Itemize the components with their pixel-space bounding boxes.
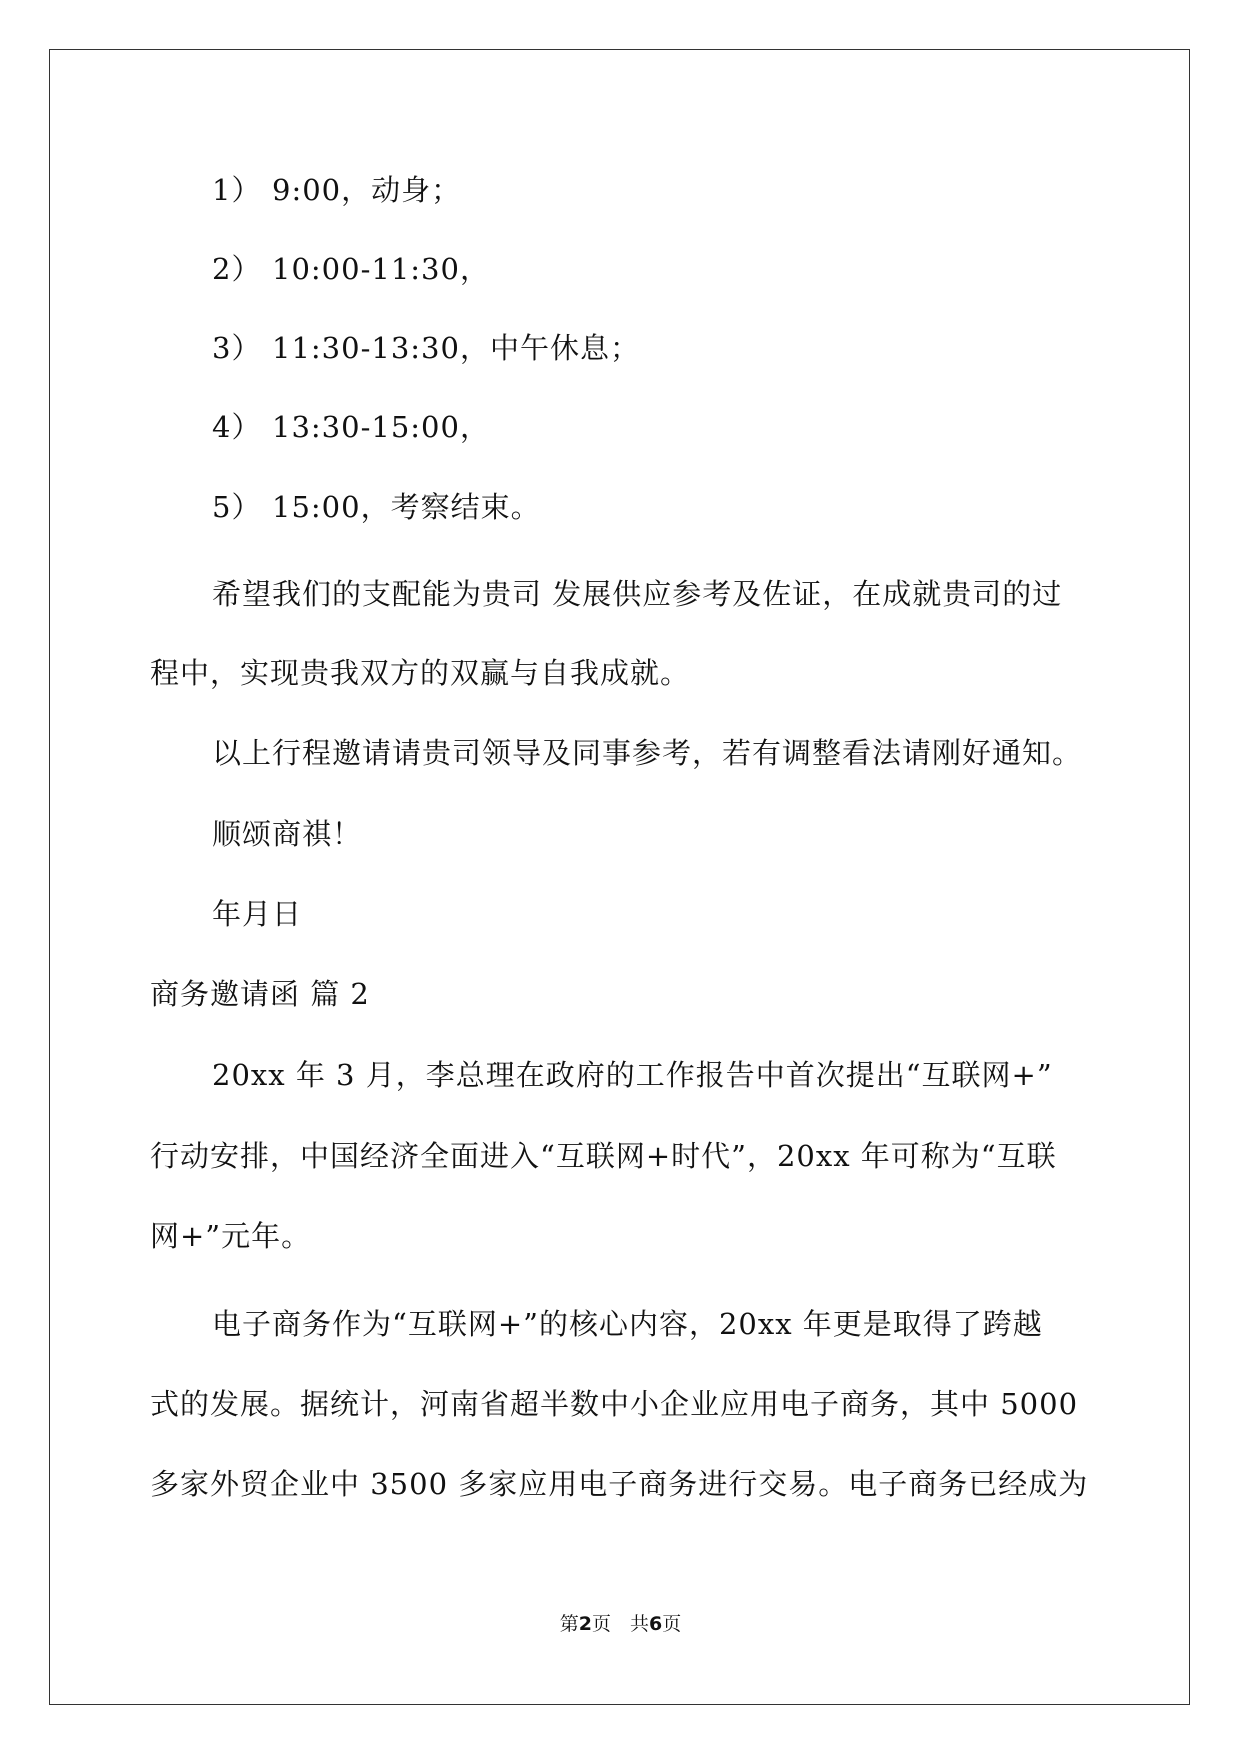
schedule-text: 11:30-13:30，中午休息； [272,331,640,365]
body-paragraph-1-line-3: 网+”元年。 [150,1219,312,1253]
body-paragraph-1-line-2: 行动安排，中国经济全面进入“互联网+时代”，20xx 年可称为“互联 [150,1139,1057,1173]
schedule-item-5 [212,489,541,525]
total-page-count: 6 [649,1613,663,1635]
hope-paragraph-line-1: 希望我们的支配能为贵司 发展供应参考及佐证，在成就贵司的过 [212,577,1063,611]
invite-paragraph: 以上行程邀请请贵司领导及同事参考，若有调整看法请刚好通知。 [212,736,1083,770]
body-paragraph-2-line-3: 多家外贸企业中 3500 多家应用电子商务进行交易。电子商务已经成为 [150,1467,1089,1501]
schedule-text: 13:30-15:00， [272,410,490,444]
body-paragraph-2-line-2: 式的发展。据统计，河南省超半数中小企业应用电子商务，其中 5000 [150,1387,1079,1421]
footer-prefix: 第 [559,1613,579,1635]
schedule-number: 1） [212,173,262,207]
closing-greeting: 顺颂商祺！ [212,817,363,851]
section-title: 商务邀请函 篇 2 [150,977,370,1011]
body-paragraph-2-line-1: 电子商务作为“互联网+”的核心内容，20xx 年更是取得了跨越 [212,1307,1043,1341]
schedule-number: 4） [212,410,262,444]
hope-paragraph-line-2: 程中，实现贵我双方的双赢与自我成就。 [150,656,691,690]
current-page-number: 2 [578,1613,592,1635]
schedule-item-1 [212,172,461,208]
schedule-number: 5） [212,490,262,524]
page-footer [0,1612,1241,1636]
schedule-item-4 [212,409,490,445]
schedule-text: 10:00-11:30， [272,252,490,286]
schedule-text: 15:00，考察结束。 [272,490,541,524]
footer-mid: 页 共 [591,1613,649,1635]
footer-suffix: 页 [662,1613,682,1635]
schedule-number: 2） [212,252,262,286]
body-paragraph-1-line-1: 20xx 年 3 月，李总理在政府的工作报告中首次提出“互联网+” [212,1058,1053,1092]
schedule-item-3 [212,330,640,366]
schedule-item-2 [212,251,490,287]
schedule-number: 3） [212,331,262,365]
date-line: 年月日 [212,897,303,931]
schedule-text: 9:00，动身； [272,173,462,207]
page-border [49,49,1190,1705]
